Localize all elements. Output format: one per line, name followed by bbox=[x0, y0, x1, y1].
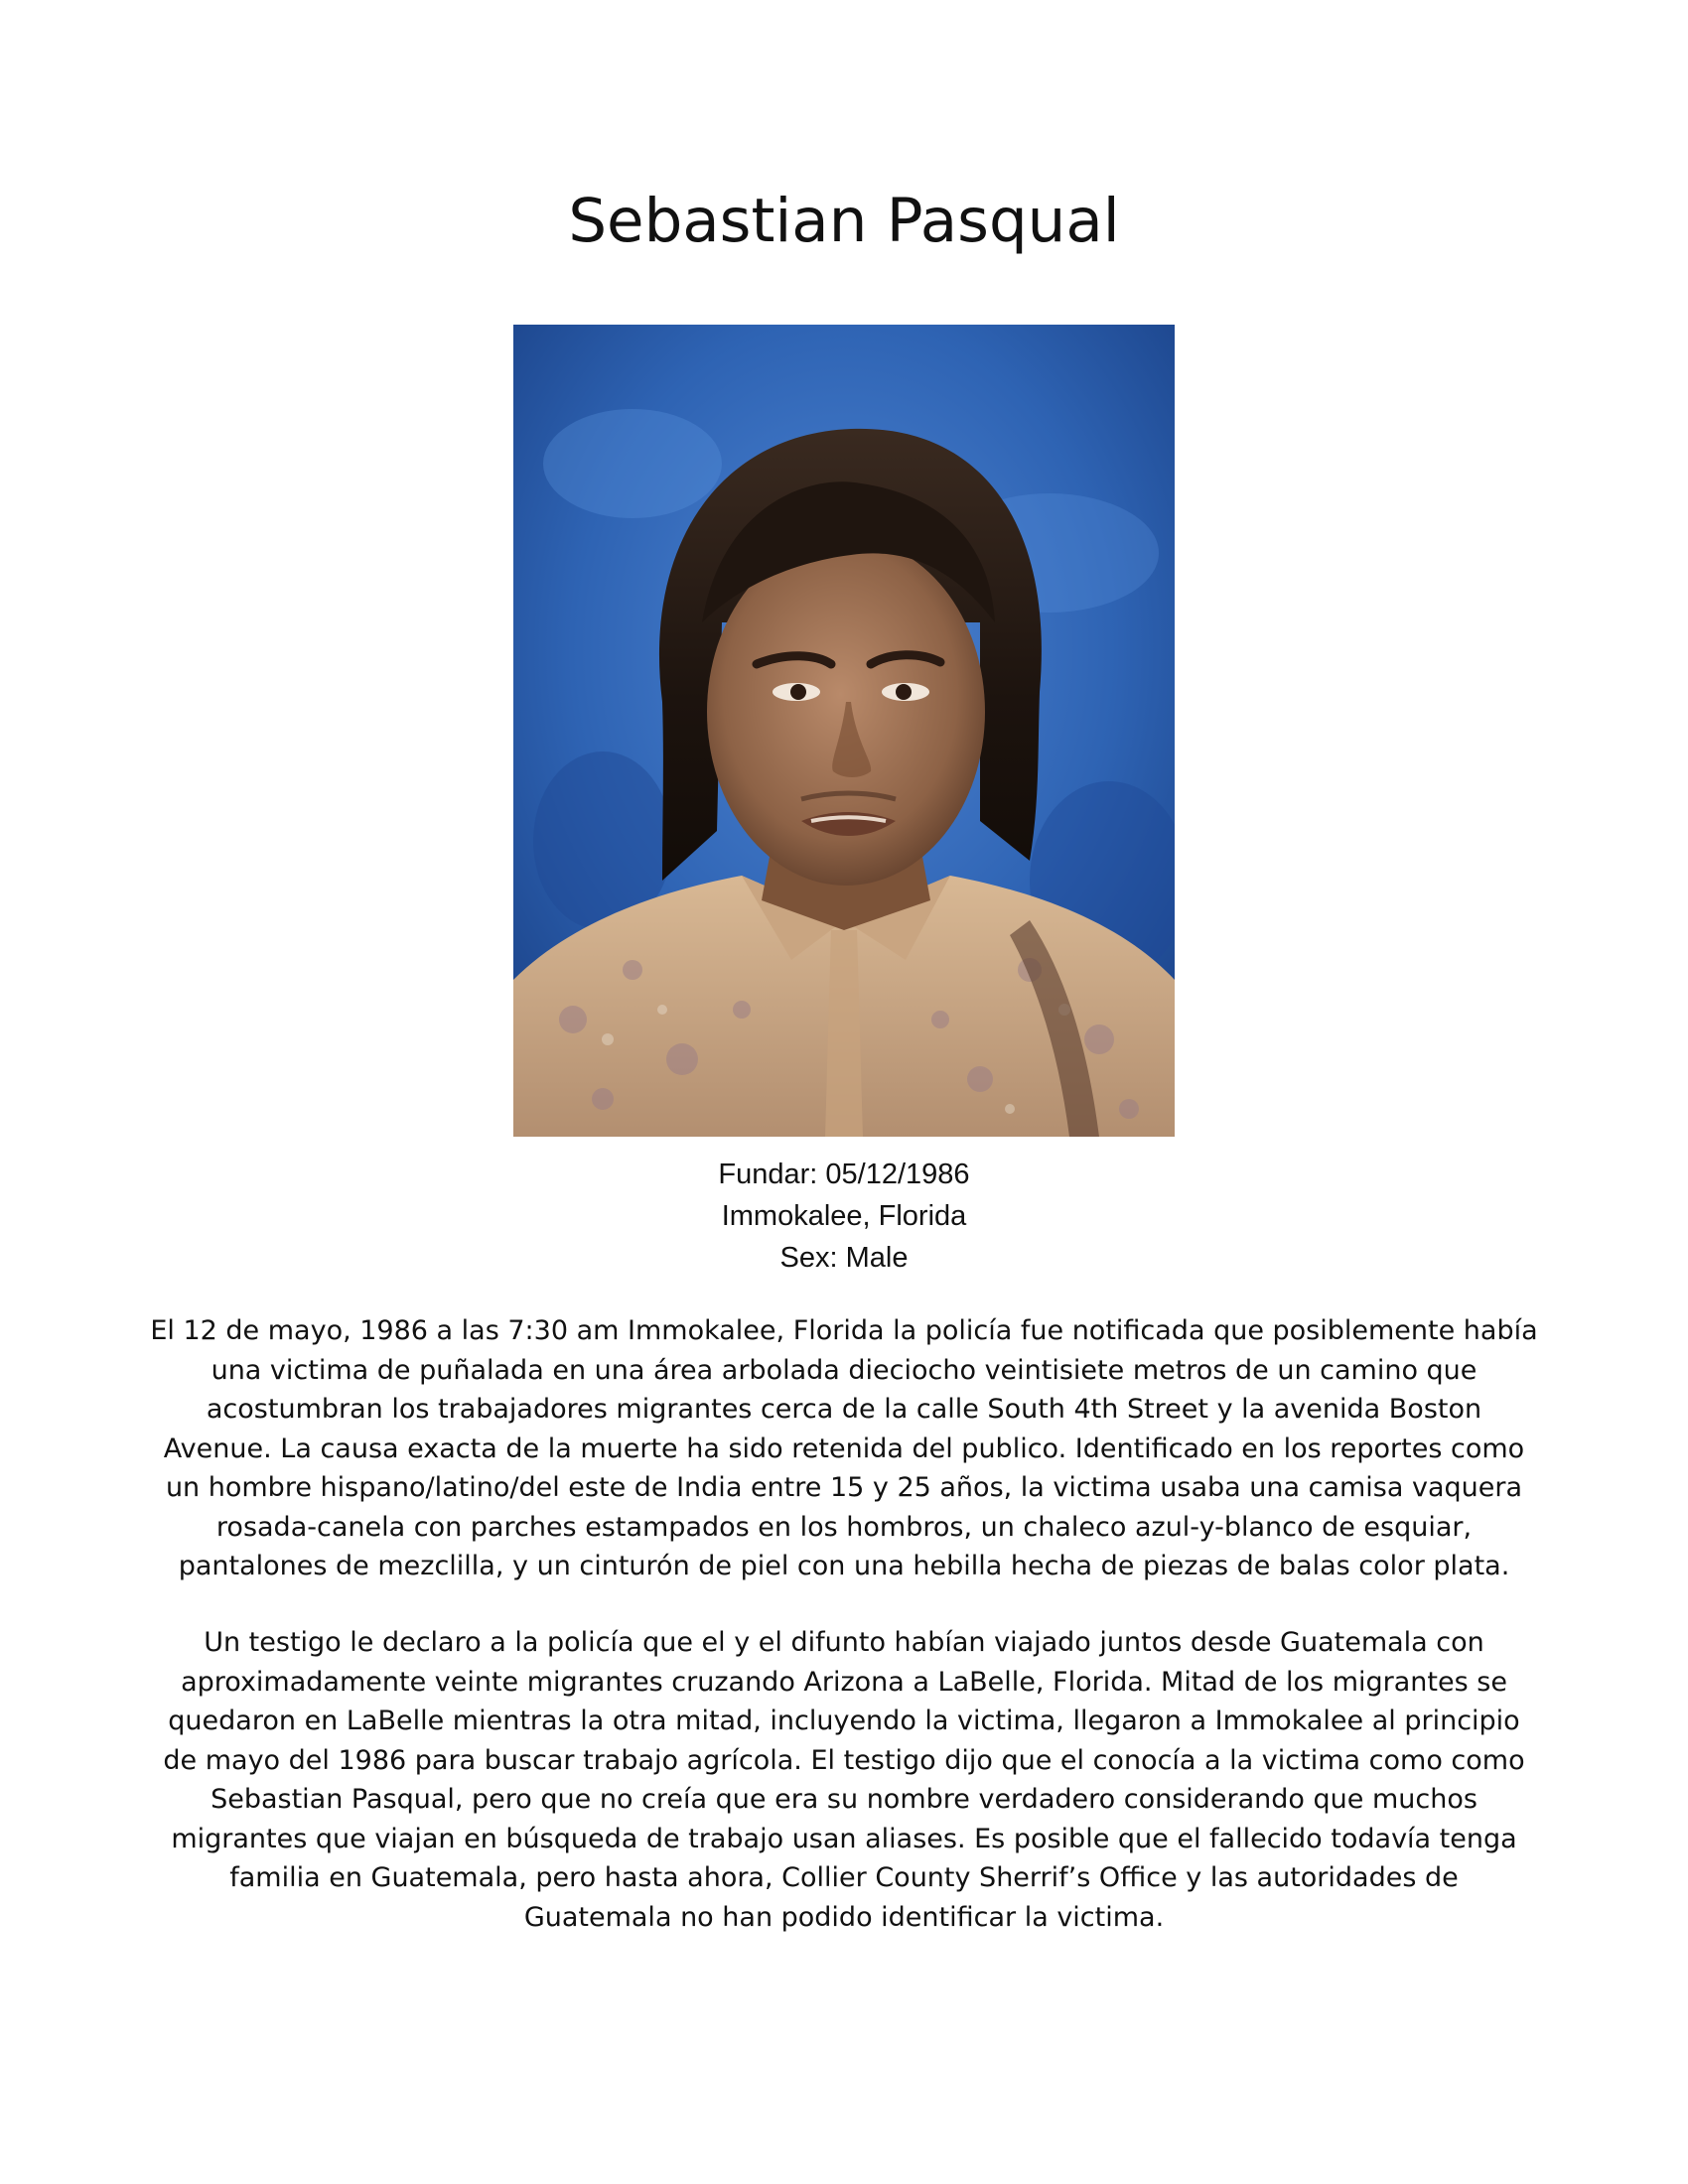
text-line: Un testigo le declaro a la policía que el y el difunto habían viajado juntos desde Guatemala con bbox=[204, 1627, 1484, 1658]
text-line: rosada-canela con parches estampados en los hombros, un chaleco azul-y-blanco de esquiar, bbox=[215, 1511, 1473, 1543]
page-title: Sebastian Pasqual bbox=[568, 186, 1120, 256]
text-line: quedaron en LaBelle mientras la otra mitad, incluyendo la victima, llegaron a Immokalee al principio bbox=[168, 1706, 1520, 1736]
text-line: Avenue. La causa exacta de la muerte ha sido retenida del publico. Identificado en los reportes como bbox=[163, 1433, 1525, 1464]
case-summary-paragraph bbox=[149, 1311, 1539, 1586]
text-line: familia en Guatemala, pero hasta ahora, Collier County Sherrif’s Office y las autoridades de bbox=[229, 1862, 1459, 1893]
witness-paragraph bbox=[149, 1623, 1539, 1937]
text-line: un hombre hispano/latino/del este de India entre 15 y 25 años, la victima usaba una camisa vaquera bbox=[165, 1472, 1523, 1503]
found-date: Fundar: 05/12/1986 bbox=[718, 1159, 970, 1190]
sex: Sex: Male bbox=[779, 1242, 909, 1274]
found-location: Immokalee, Florida bbox=[721, 1200, 967, 1232]
text-line: Sebastian Pasqual, pero que no creía que era su nombre verdadero considerando que muchos bbox=[211, 1784, 1477, 1815]
text-line: acostumbran los trabajadores migrantes cerca de la calle South 4th Street y la avenida Boston bbox=[206, 1394, 1482, 1425]
text-line: aproximadamente veinte migrantes cruzando Arizona a LaBelle, Florida. Mitad de los migrantes se bbox=[181, 1666, 1507, 1698]
portrait-image bbox=[513, 325, 1175, 1137]
text-line: migrantes que viajan en búsqueda de trabajo usan aliases. Es posible que el fallecido todavía tenga bbox=[171, 1823, 1517, 1854]
text-line: de mayo del 1986 para buscar trabajo agrícola. El testigo dijo que el conocía a la victima como como bbox=[163, 1744, 1525, 1776]
text-line: pantalones de mezclilla, y un cinturón de piel con una hebilla hecha de piezas de balas color plata. bbox=[178, 1551, 1510, 1581]
text-line: Guatemala no han podido identificar la victima. bbox=[523, 1901, 1165, 1933]
case-facts bbox=[0, 1154, 1688, 1279]
text-line: una victima de puñalada en una área arbolada dieciocho veintisiete metros de un camino que bbox=[211, 1354, 1477, 1386]
victim-photo bbox=[513, 325, 1175, 1137]
text-line: El 12 de mayo, 1986 a las 7:30 am Immokalee, Florida la policía fue notificada que posiblemente había bbox=[150, 1315, 1538, 1346]
